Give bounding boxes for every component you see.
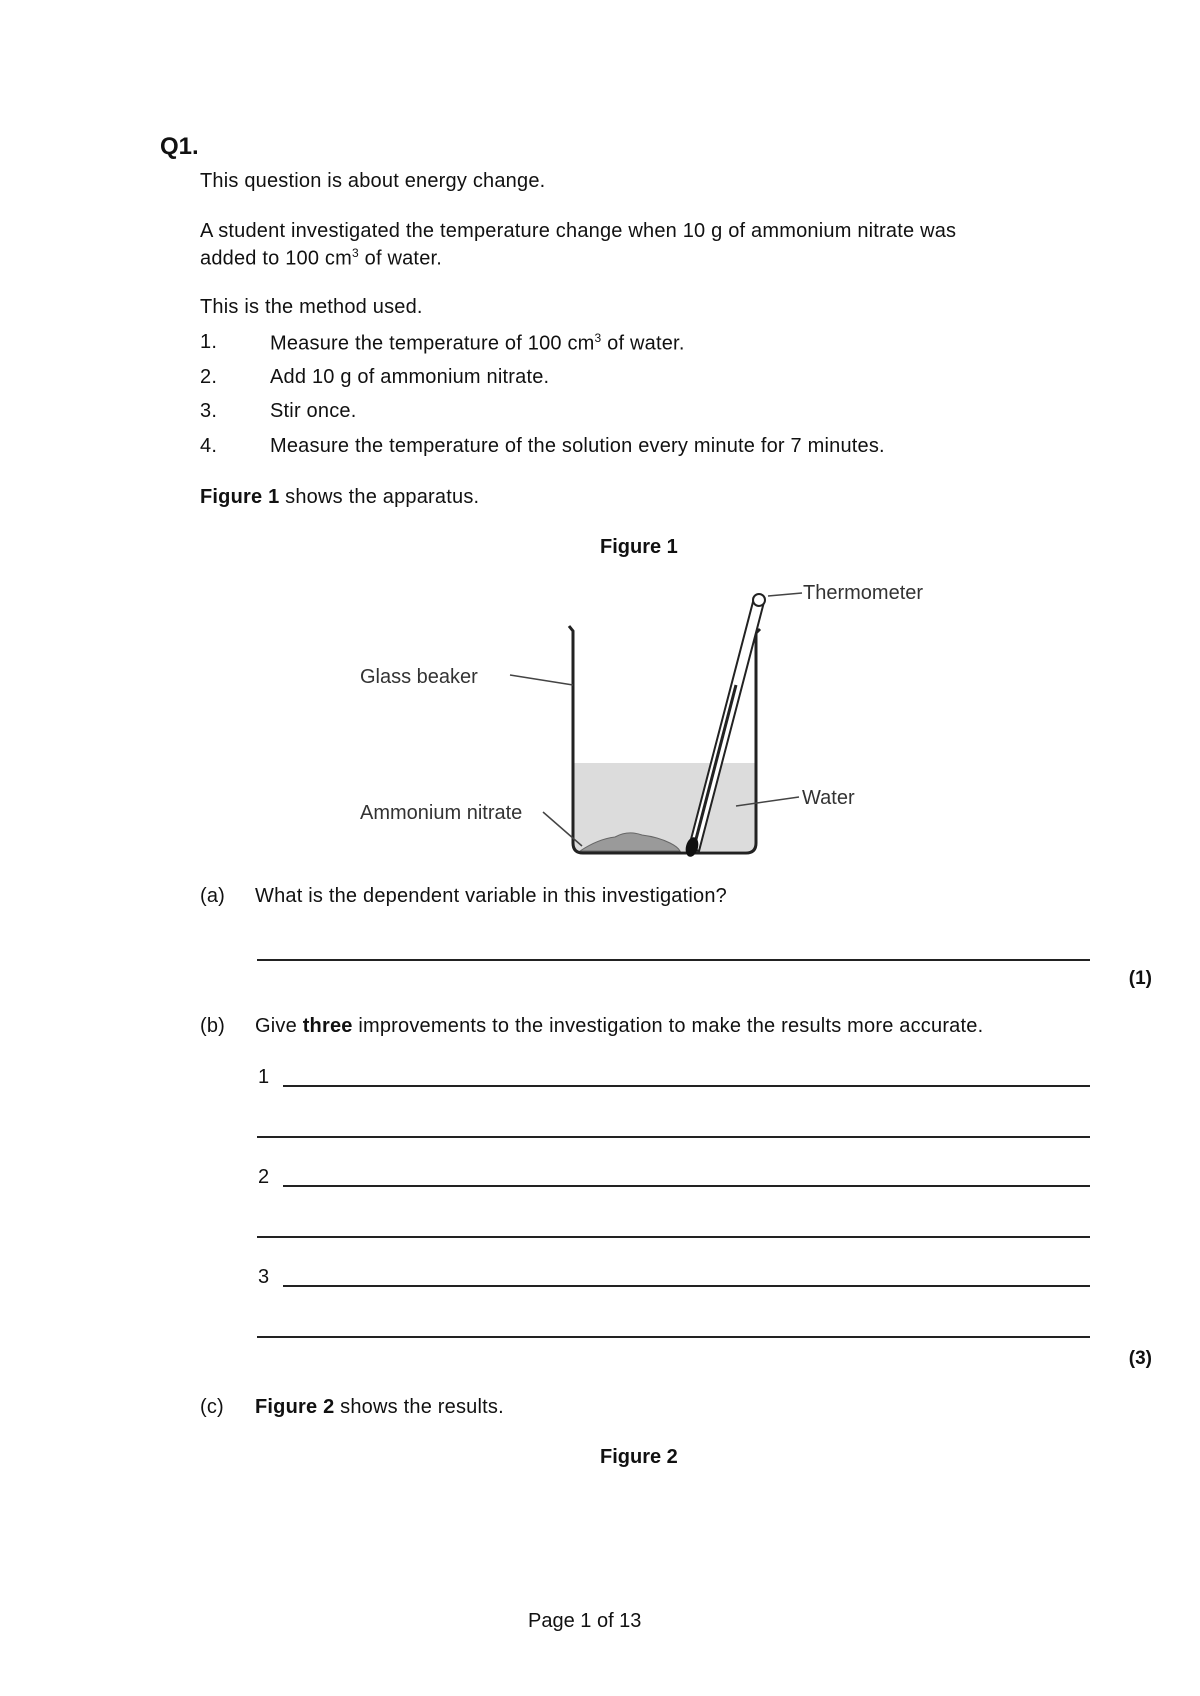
figure-ref-bold: Figure 1 (200, 486, 280, 508)
question-intro: This question is about energy change. (200, 170, 546, 192)
method-step-text: Add 10 g of ammonium nitrate. (270, 366, 550, 388)
improvement-number: 2 (258, 1166, 270, 1188)
method-step-text: Measure the temperature of the solution every minute for 7 minutes. (270, 435, 885, 457)
method-step-number: 1. (200, 331, 218, 353)
answer-line-a[interactable] (257, 959, 1090, 961)
part-c-text (255, 1396, 504, 1419)
improvement-number: 3 (258, 1266, 270, 1288)
answer-line-b3[interactable] (283, 1285, 1090, 1287)
method-step-number: 3. (200, 400, 218, 422)
figure-2-ref-text: shows the results. (334, 1396, 504, 1418)
answer-line-b1-continued[interactable] (257, 1136, 1090, 1138)
superscript: 3 (352, 246, 359, 260)
superscript: 3 (594, 331, 602, 345)
part-b-text-end: improvements to the investigation to make the results more accurate. (352, 1015, 984, 1037)
step-text-end: of water. (601, 332, 685, 355)
step-text: Measure the temperature of 100 cm (270, 332, 595, 355)
part-b-text: Give (255, 1015, 303, 1037)
water-label: Water (802, 787, 855, 809)
method-step-text (270, 331, 685, 356)
glass-beaker-label: Glass beaker (360, 666, 478, 688)
method-intro: This is the method used. (200, 296, 423, 318)
answer-line-b3-continued[interactable] (257, 1336, 1090, 1338)
part-a-label: (a) (200, 885, 226, 907)
page-footer: Page 1 of 13 (528, 1610, 642, 1632)
water-fill (573, 763, 756, 851)
part-a-marks: (1) (1128, 968, 1152, 989)
apparatus-diagram (340, 575, 960, 865)
part-b-bold: three (302, 1015, 353, 1037)
thermometer-label: Thermometer (803, 582, 924, 604)
setup-line-1: A student investigated the temperature change when 10 g of ammonium nitrate was (200, 220, 957, 242)
answer-line-b1[interactable] (283, 1085, 1090, 1087)
setup-line-2 (200, 246, 442, 271)
part-a-question: What is the dependent variable in this investigation? (255, 885, 727, 907)
figure-ref-text: shows the apparatus. (279, 486, 480, 508)
method-step-number: 2. (200, 366, 218, 388)
setup-line-2-end: of water. (358, 247, 443, 270)
question-number: Q1. (160, 133, 199, 160)
figure-1-title: Figure 1 (600, 536, 678, 558)
part-b-question (255, 1015, 983, 1038)
setup-line-2-text: added to 100 cm (200, 247, 352, 270)
part-b-label: (b) (200, 1015, 226, 1037)
figure-2-ref-bold: Figure 2 (255, 1396, 335, 1418)
figure-2-title: Figure 2 (600, 1446, 678, 1468)
part-c-label: (c) (200, 1396, 224, 1418)
part-b-marks: (3) (1128, 1348, 1152, 1369)
improvement-number: 1 (258, 1066, 270, 1088)
answer-line-b2[interactable] (283, 1185, 1090, 1187)
figure-1-reference (200, 486, 479, 509)
method-step-number: 4. (200, 435, 218, 457)
ammonium-nitrate-label: Ammonium nitrate (360, 802, 523, 824)
method-step-text: Stir once. (270, 400, 357, 422)
answer-line-b2-continued[interactable] (257, 1236, 1090, 1238)
